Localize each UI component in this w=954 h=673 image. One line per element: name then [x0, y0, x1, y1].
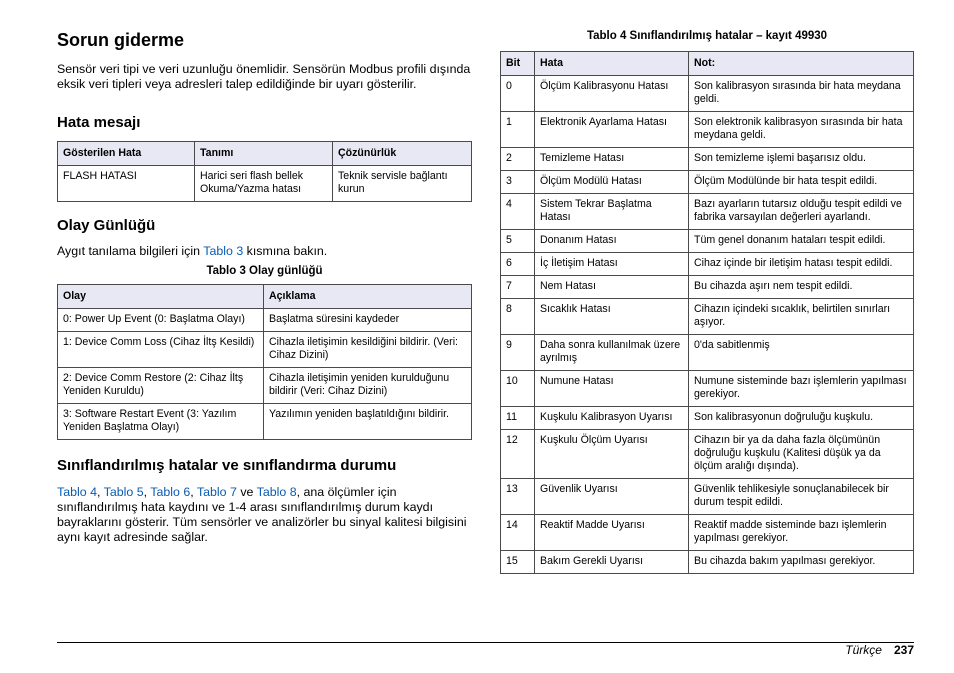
footer-rule: [57, 642, 914, 643]
tablo6-link[interactable]: Tablo 6: [150, 485, 191, 500]
table-row: [501, 194, 914, 230]
col-header: Gösterilen Hata: [58, 141, 195, 165]
table-cell: Son temizleme işlemi başarısız oldu.: [689, 148, 914, 171]
table-cell: Teknik servisle bağlantı kurun: [333, 165, 472, 201]
col-header: Tanımı: [195, 141, 333, 165]
table-cell: 2: Device Comm Restore (2: Cihaz İltş Yeniden Kuruldu): [58, 368, 264, 404]
event-log-heading: Olay Günlüğü: [57, 216, 156, 234]
table-cell: Cihazla iletişimin yeniden kurulduğunu bildirir (Veri: Cihaz Dizini): [264, 368, 472, 404]
tablo3-link[interactable]: Tablo 3: [203, 243, 244, 258]
footer-language: Türkçe: [845, 643, 882, 657]
classified-table-header: [501, 52, 914, 76]
table-row: [501, 148, 914, 171]
event-log-table: [57, 284, 472, 440]
table-cell: Cihazın bir ya da daha fazla ölçümünün doğruluğu kuşkulu (Kalitesi düşük ya da ölçüm aralığı dışında).: [689, 430, 914, 479]
table-row: [58, 332, 472, 368]
table-cell: Cihazla iletişimin kesildiğini bildirir. (Veri: Cihaz Dizini): [264, 332, 472, 368]
table-cell: Bu cihazda aşırı nem tespit edildi.: [689, 276, 914, 299]
event-log-paragraph: [57, 244, 472, 259]
table-cell: Cihazın içindeki sıcaklık, belirtilen sınırları aşıyor.: [689, 299, 914, 335]
col-header: Açıklama: [264, 285, 472, 309]
table-row: [501, 253, 914, 276]
table-cell: Harici seri flash bellek Okuma/Yazma hatası: [195, 165, 333, 201]
separator: ,: [96, 485, 104, 500]
table-cell: 1: Device Comm Loss (Cihaz İltş Kesildi): [58, 332, 264, 368]
table-cell: Reaktif madde sisteminde bazı işlemlerin yapılması gerekiyor.: [689, 515, 914, 551]
table4-caption: Tablo 4 Sınıflandırılmış hatalar – kayıt 49930: [586, 30, 828, 42]
table-cell: 0'da sabitlenmiş: [689, 335, 914, 371]
text: , ana ölçümler için sınıflandırılmış hata kaydını ve 1-4 arası sınıflandırılmış durum kaydı bayraklarını gösterir. Tüm sensörler ve analizörler bu sinyal kalitesi bilgisini aynı kayıt adresinde sağlar.: [57, 485, 467, 544]
table-cell: Reaktif Madde Uyarısı: [535, 515, 689, 551]
table-row: [501, 276, 914, 299]
event-table-header: [58, 285, 472, 309]
classified-errors-table: [500, 51, 914, 574]
classified-errors-paragraph: [57, 485, 472, 544]
table-cell: Ölçüm Kalibrasyonu Hatası: [535, 76, 689, 112]
tablo5-link[interactable]: Tablo 5: [103, 485, 144, 500]
table-row: [501, 171, 914, 194]
table-row: [58, 165, 472, 201]
table-cell: 4: [501, 194, 535, 230]
table-cell: 14: [501, 515, 535, 551]
separator: ve: [236, 485, 257, 500]
col-header: Hata: [535, 52, 689, 76]
page-footer: [845, 643, 914, 657]
table-cell: Güvenlik tehlikesiyle sonuçlanabilecek bir durum tespit edildi.: [689, 479, 914, 515]
table-cell: İç İletişim Hatası: [535, 253, 689, 276]
table-cell: Son kalibrasyon sırasında bir hata meydana geldi.: [689, 76, 914, 112]
table-row: [501, 430, 914, 479]
table-cell: Ölçüm Modülü Hatası: [535, 171, 689, 194]
table-cell: Bu cihazda bakım yapılması gerekiyor.: [689, 551, 914, 574]
table-cell: Nem Hatası: [535, 276, 689, 299]
intro-paragraph: Sensör veri tipi ve veri uzunluğu önemlidir. Sensörün Modbus profili dışında eksik veri tipleri veya adresleri talep edildiğinde bir uyarı gösterilir.: [57, 62, 471, 91]
error-table-header: [58, 141, 472, 165]
table-cell: Cihaz içinde bir iletişim hatası tespit edildi.: [689, 253, 914, 276]
table-cell: 10: [501, 371, 535, 407]
table-cell: Numune sisteminde bazı işlemlerin yapılması gerekiyor.: [689, 371, 914, 407]
table3-caption: Tablo 3 Olay günlüğü: [206, 265, 323, 278]
table-cell: Son kalibrasyonun doğruluğu kuşkulu.: [689, 407, 914, 430]
table-cell: 6: [501, 253, 535, 276]
table-cell: 5: [501, 230, 535, 253]
table-cell: 3: Software Restart Event (3: Yazılım Yeniden Başlatma Olayı): [58, 404, 264, 440]
table-cell: Son elektronik kalibrasyon sırasında bir hata meydana geldi.: [689, 112, 914, 148]
table-row: [58, 404, 472, 440]
table-row: [501, 299, 914, 335]
col-header: Not:: [689, 52, 914, 76]
table-cell: 13: [501, 479, 535, 515]
table-cell: Sistem Tekrar Başlatma Hatası: [535, 194, 689, 230]
table-cell: Elektronik Ayarlama Hatası: [535, 112, 689, 148]
table-cell: Bakım Gerekli Uyarısı: [535, 551, 689, 574]
table-cell: Sıcaklık Hatası: [535, 299, 689, 335]
table-cell: 0: [501, 76, 535, 112]
table-cell: Kuşkulu Ölçüm Uyarısı: [535, 430, 689, 479]
table-row: [501, 76, 914, 112]
classified-errors-heading: Sınıflandırılmış hatalar ve sınıflandırma durumu: [57, 457, 397, 475]
col-header: Çözünürlük: [333, 141, 472, 165]
table-cell: 8: [501, 299, 535, 335]
table-cell: Numune Hatası: [535, 371, 689, 407]
table-cell: 0: Power Up Event (0: Başlatma Olayı): [58, 309, 264, 332]
table-cell: 7: [501, 276, 535, 299]
table-row: [501, 371, 914, 407]
table-row: [501, 551, 914, 574]
table-row: [501, 479, 914, 515]
right-column: [500, 30, 914, 574]
col-header: Bit: [501, 52, 535, 76]
separator: ,: [143, 485, 151, 500]
table-cell: 2: [501, 148, 535, 171]
table-row: [501, 515, 914, 551]
table-cell: Yazılımın yeniden başlatıldığını bildirir.: [264, 404, 472, 440]
tablo4-link[interactable]: Tablo 4: [57, 485, 97, 500]
text: Aygıt tanılama bilgileri için: [57, 243, 204, 258]
table-cell: 11: [501, 407, 535, 430]
table-cell: 12: [501, 430, 535, 479]
table-cell: Ölçüm Modülünde bir hata tespit edildi.: [689, 171, 914, 194]
classified-table-body: [501, 76, 914, 574]
tablo8-link[interactable]: Tablo 8: [256, 485, 297, 500]
error-message-heading: Hata mesajı: [57, 113, 141, 131]
text: kısmına bakın.: [243, 243, 328, 258]
separator: ,: [190, 485, 197, 500]
table-cell: Tüm genel donanım hataları tespit edildi.: [689, 230, 914, 253]
table-cell: FLASH HATASI: [58, 165, 195, 201]
table-cell: 1: [501, 112, 535, 148]
table-cell: 9: [501, 335, 535, 371]
page-title: Sorun giderme: [57, 30, 185, 50]
table-cell: Kuşkulu Kalibrasyon Uyarısı: [535, 407, 689, 430]
table-cell: Bazı ayarların tutarsız olduğu tespit edildi ve fabrika varsayılan değerleri ayarlandı.: [689, 194, 914, 230]
table-cell: Donanım Hatası: [535, 230, 689, 253]
col-header: Olay: [58, 285, 264, 309]
table-row: [501, 112, 914, 148]
table-cell: Güvenlik Uyarısı: [535, 479, 689, 515]
table-row: [501, 335, 914, 371]
table-cell: 3: [501, 171, 535, 194]
table-row: [58, 309, 472, 332]
table-row: [58, 368, 472, 404]
table-row: [501, 407, 914, 430]
table-cell: Başlatma süresini kaydeder: [264, 309, 472, 332]
table-cell: Temizleme Hatası: [535, 148, 689, 171]
tablo7-link[interactable]: Tablo 7: [196, 485, 237, 500]
page-number: 237: [893, 643, 914, 657]
left-column: [57, 28, 472, 545]
table-cell: Daha sonra kullanılmak üzere ayrılmış: [535, 335, 689, 371]
error-message-table: [57, 141, 472, 202]
table-cell: 15: [501, 551, 535, 574]
table-row: [501, 230, 914, 253]
